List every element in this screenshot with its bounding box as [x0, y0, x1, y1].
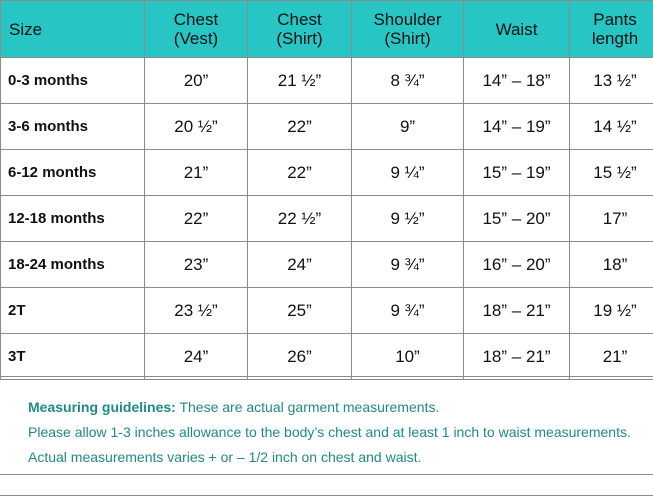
header-waist: Waist: [464, 1, 570, 58]
guidelines-note: [28, 399, 439, 415]
size-cell: 3T: [1, 334, 145, 380]
guidelines-text: These are actual garment measurements.: [175, 399, 440, 415]
chest-shirt-cell: 25”: [248, 288, 352, 334]
shoulder-cell: 9”: [352, 104, 464, 150]
variance-note: Actual measurements varies + or – 1/2 inch on chest and waist.: [28, 449, 422, 465]
shoulder-cell: 8 ¾”: [352, 58, 464, 104]
table-row: [1, 196, 653, 242]
header-chest-shirt: Chest (Shirt): [248, 1, 352, 58]
table-row: [1, 104, 653, 150]
guidelines-label: Measuring guidelines:: [28, 399, 176, 415]
shoulder-cell: 9 ¾”: [352, 288, 464, 334]
shoulder-cell: 9 ¼”: [352, 150, 464, 196]
waist-cell: 14” – 19”: [464, 104, 570, 150]
size-cell: 12-18 months: [1, 196, 145, 242]
chest-shirt-cell: 21 ½”: [248, 58, 352, 104]
shoulder-cell: 10”: [352, 334, 464, 380]
pants-length-cell: 19 ½”: [570, 288, 653, 334]
table-row: [1, 334, 653, 380]
table-row: [1, 150, 653, 196]
waist-cell: 18” – 21”: [464, 288, 570, 334]
header-size: Size: [1, 1, 145, 58]
waist-cell: 15” – 19”: [464, 150, 570, 196]
shoulder-cell: 9 ½”: [352, 196, 464, 242]
waist-cell: 15” – 20”: [464, 196, 570, 242]
pants-length-cell: 13 ½”: [570, 58, 653, 104]
header-chest-vest: Chest (Vest): [145, 1, 248, 58]
pants-length-cell: 21”: [570, 334, 653, 380]
size-cell: 6-12 months: [1, 150, 145, 196]
chest-shirt-cell: 24”: [248, 242, 352, 288]
size-cell: 2T: [1, 288, 145, 334]
allowance-note: Please allow 1-3 inches allowance to the body’s chest and at least 1 inch to waist measurements.: [28, 424, 631, 440]
chest-vest-cell: 23”: [145, 242, 248, 288]
size-cell: 3-6 months: [1, 104, 145, 150]
chest-vest-cell: 20 ½”: [145, 104, 248, 150]
measuring-notes: [0, 376, 653, 475]
chest-vest-cell: 23 ½”: [145, 288, 248, 334]
size-cell: 0-3 months: [1, 58, 145, 104]
waist-cell: 16” – 20”: [464, 242, 570, 288]
chest-vest-cell: 20”: [145, 58, 248, 104]
chest-vest-cell: 21”: [145, 150, 248, 196]
pants-length-cell: 18”: [570, 242, 653, 288]
header-shoulder-shirt: Shoulder (Shirt): [352, 1, 464, 58]
size-cell: 18-24 months: [1, 242, 145, 288]
bottom-divider: [0, 495, 653, 496]
table-row: [1, 58, 653, 104]
chest-shirt-cell: 22 ½”: [248, 196, 352, 242]
pants-length-cell: 14 ½”: [570, 104, 653, 150]
waist-cell: 18” – 21”: [464, 334, 570, 380]
pants-length-cell: 17”: [570, 196, 653, 242]
chest-shirt-cell: 26”: [248, 334, 352, 380]
waist-cell: 14” – 18”: [464, 58, 570, 104]
table-row: [1, 288, 653, 334]
chest-shirt-cell: 22”: [248, 150, 352, 196]
pants-length-cell: 15 ½”: [570, 150, 653, 196]
header-row: [1, 1, 653, 58]
chest-shirt-cell: 22”: [248, 104, 352, 150]
chest-vest-cell: 22”: [145, 196, 248, 242]
shoulder-cell: 9 ¾”: [352, 242, 464, 288]
table-row: [1, 242, 653, 288]
chest-vest-cell: 24”: [145, 334, 248, 380]
header-pants-length: Pants length: [570, 1, 653, 58]
